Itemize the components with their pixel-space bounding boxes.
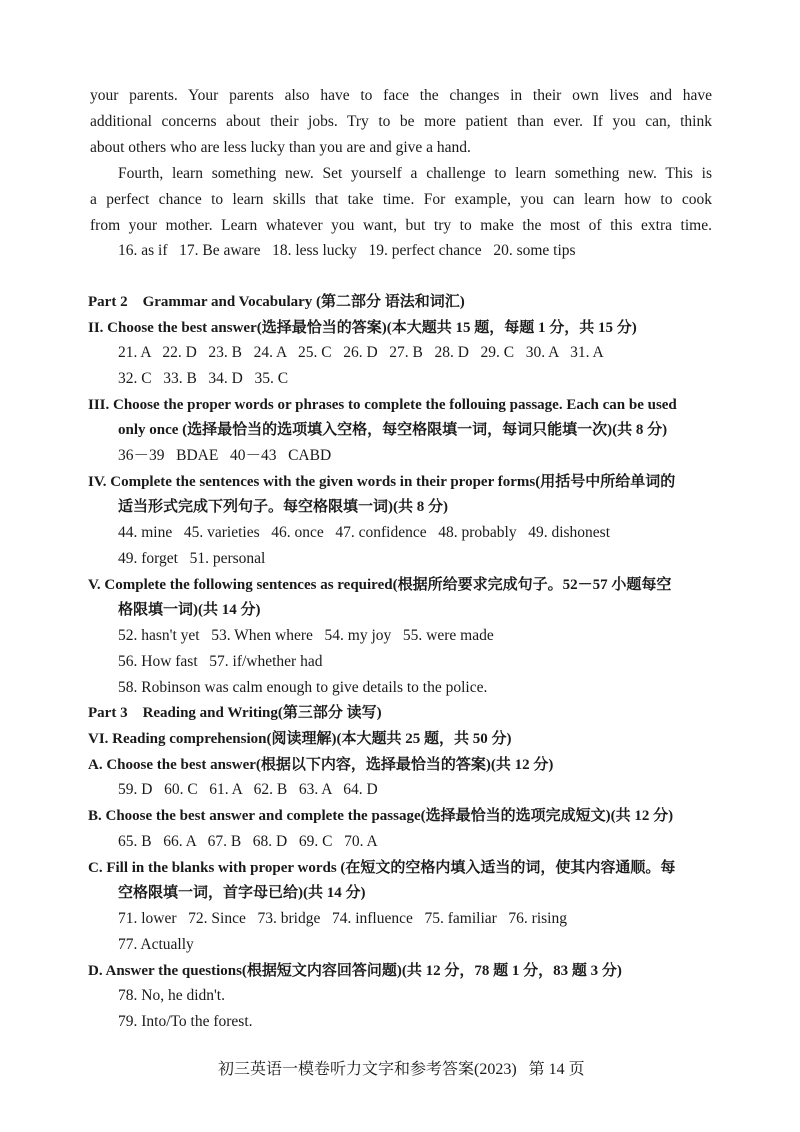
section-b-answers: 65. B 66. A 67. B 68. D 69. C 70. A [118,833,378,850]
section-5-title-line-2: 格限填一词)(共 14 分) [118,602,261,618]
part3-heading: Part 3 Reading and Writing(第三部分 读写) [88,705,382,721]
section-d-answer-79: 79. Into/To the forest. [118,1013,253,1030]
passage-line-1: your parents. Your parents also have to face the changes in their own lives and have [90,87,712,104]
section-5-answers-line-3: 58. Robinson was calm enough to give details to the police. [118,679,488,696]
section-d-title: D. Answer the questions(根据短文内容回答问题)(共 12 分，78 题 1 分，83 题 3 分) [88,963,622,979]
answers-16-20: 16. as if 17. Be aware 18. less lucky 19. perfect chance 20. some tips [118,242,576,259]
section-3-answers: 36－39 BDAE 40－43 CABD [118,447,332,464]
passage-line-4: Fourth, learn something new. Set yourself a challenge to learn something new. This is [118,165,712,182]
section-c-title-line-1: C. Fill in the blanks with proper words (在短文的空格内填入适当的词，使其内容通顺。每 [88,860,676,876]
section-4-title-line-2: 适当形式完成下列句子。每空格限填一词)(共 8 分) [118,499,448,515]
passage-line-6: from your mother. Learn whatever you want, but try to make the most of this extra time. [90,217,712,234]
section-4-title-line-1: IV. Complete the sentences with the given words in their proper forms(用括号中所给单词的 [88,474,676,490]
section-b-title: B. Choose the best answer and complete the passage(选择最恰当的选项完成短文)(共 12 分) [88,808,674,824]
section-4-answers-line-1: 44. mine 45. varieties 46. once 47. confidence 48. probably 49. dishonest [118,524,611,541]
section-4-answers-line-2: 49. forget 51. personal [118,550,266,567]
section-3-title-line-2: only once (选择最恰当的选项填入空格，每空格限填一词，每词只能填一次)(共 8 分) [118,422,668,438]
passage-line-5: a perfect chance to learn skills that take time. For example, you can learn how to cook [90,191,712,208]
page-footer: 初三英语一模卷听力文字和参考答案(2023) 第 14 页 [218,1061,585,1078]
section-a-title: A. Choose the best answer(根据以下内容，选择最恰当的答案)(共 12 分) [88,757,554,773]
section-c-title-line-2: 空格限填一词，首字母已给)(共 14 分) [118,885,366,901]
section-2-answers-line-2: 32. C 33. B 34. D 35. C [118,370,289,387]
section-d-answer-78: 78. No, he didn't. [118,987,225,1004]
section-2-title: II. Choose the best answer(选择最恰当的答案)(本大题共 15 题，每题 1 分，共 15 分) [88,320,637,336]
passage-line-3: about others who are less lucky than you are and give a hand. [90,139,471,156]
section-6-title: VI. Reading comprehension(阅读理解)(本大题共 25 题，共 50 分) [88,731,512,747]
section-a-answers: 59. D 60. C 61. A 62. B 63. A 64. D [118,781,378,798]
section-5-title-line-1: V. Complete the following sentences as required(根据所给要求完成句子。52－57 小题每空 [88,577,672,593]
section-5-answers-line-2: 56. How fast 57. if/whether had [118,653,323,670]
part2-heading: Part 2 Grammar and Vocabulary (第二部分 语法和词汇) [88,294,465,310]
passage-line-2: additional concerns about their jobs. Try to be more patient than ever. If you can, think [90,113,712,130]
section-c-answers-line-2: 77. Actually [118,936,194,953]
section-3-title-line-1: III. Choose the proper words or phrases to complete the follouing passage. Each can be used [88,397,677,413]
section-c-answers-line-1: 71. lower 72. Since 73. bridge 74. influence 75. familiar 76. rising [118,910,567,927]
section-5-answers-line-1: 52. hasn't yet 53. When where 54. my joy 55. were made [118,627,494,644]
section-2-answers-line-1: 21. A 22. D 23. B 24. A 25. C 26. D 27. B 28. D 29. C 30. A 31. A [118,344,604,361]
